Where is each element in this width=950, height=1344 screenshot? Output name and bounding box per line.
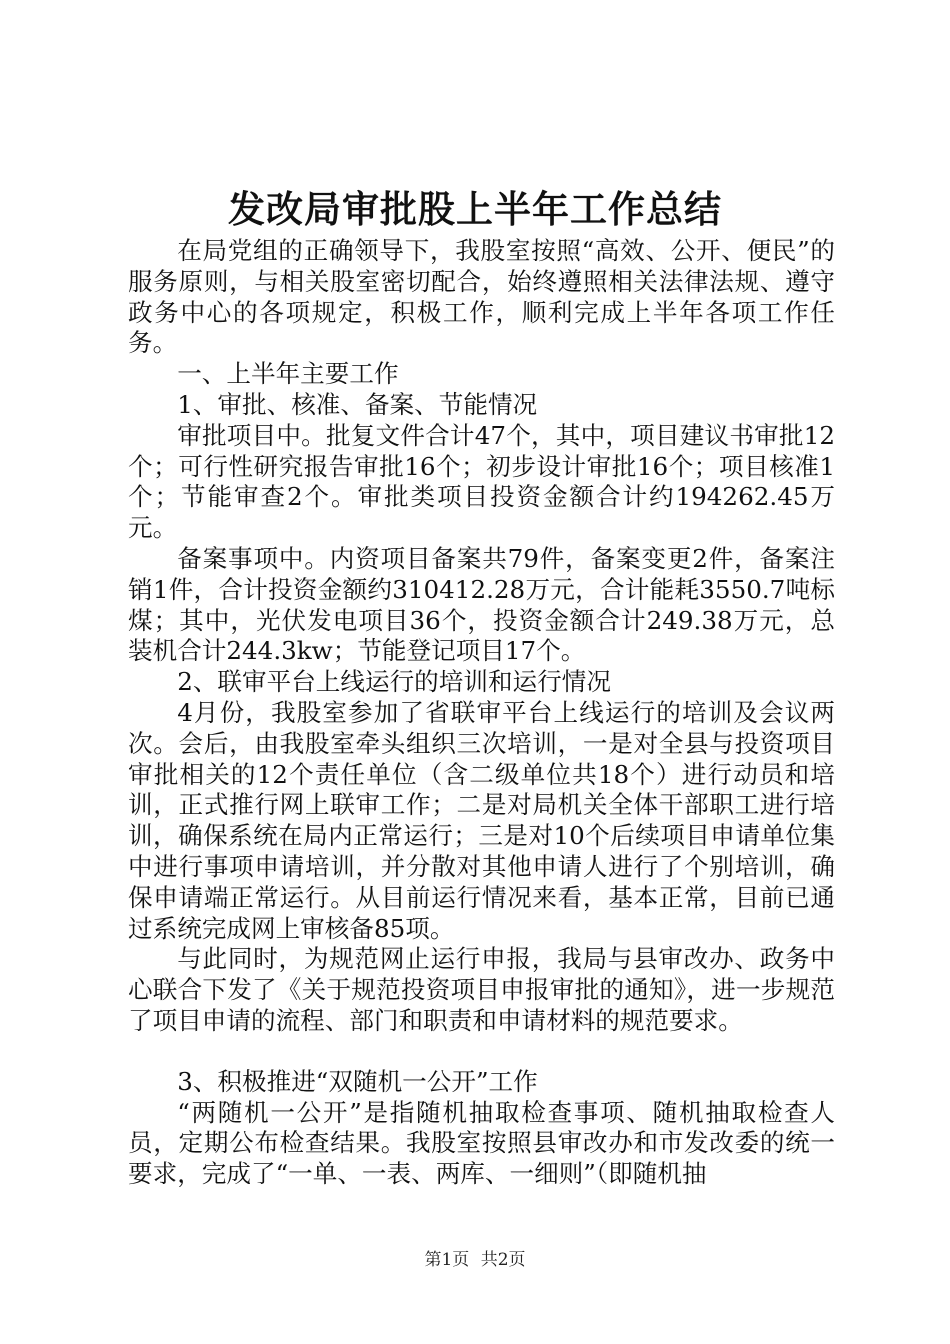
page-footer — [0, 1245, 950, 1270]
paragraph-notice: 与此同时，为规范网止运行申报，我局与县审改办、政务中心联合下发了《关于规范投资项目申报审批的通知》，进一步规范了项目申请的流程、部门和职责和申请材料的规范要求。 — [128, 944, 835, 1035]
paragraph-double-random: “两随机一公开”是指随机抽取检查事项、随机抽取检查人员，定期公布检查结果。我股室按照县审改办和市发改委的统一要求，完成了“一单、一表、两库、一细则”（即随机抽 — [128, 1097, 835, 1189]
subsection-heading-2: 2、联审平台上线运行的培训和运行情况 — [177, 667, 611, 697]
section-heading-1: 一、上半年主要工作 — [177, 359, 399, 389]
document-title: 发改局审批股上半年工作总结 — [228, 187, 722, 231]
page-total: 共2页 — [480, 1250, 526, 1270]
paragraph-training: 4月份，我股室参加了省联审平台上线运行的培训及会议两次。会后，由我股室牵头组织三次培训，一是对全县与投资项目审批相关的12个责任单位（含二级单位共18个）进行动员和培训，正式推行网上联审工作；二是对局机关全体干部职工进行培训，确保系统在局内正常运行；三是对10个后续项目申请单位集中进行事项申请培训，并分散对其他申请人进行了个别培训，确保申请端正常运行。从目前运行情况来看，基本正常，目前已通过系统完成网上审核备85项。 — [128, 697, 835, 943]
paragraph-approval: 审批项目中。批复文件合计47个，其中，项目建议书审批12个；可行性研究报告审批16个；初步设计审批16个；项目核准1个；节能审查2个。审批类项目投资金额合计约194262.45万元。 — [128, 420, 835, 543]
subsection-heading-3: 3、积极推进“双随机一公开”工作 — [177, 1066, 538, 1096]
paragraph-filing: 备案事项中。内资项目备案共79件，备案变更2件，备案注销1件，合计投资金额约310412.28万元，合计能耗3550.7吨标煤；其中，光伏发电项目36个，投资金额合计249.38万元，总装机合计244.3kw；节能登记项目17个。 — [128, 543, 835, 666]
document-body — [128, 236, 835, 1190]
subsection-heading-1: 1、审批、核准、备案、节能情况 — [177, 389, 538, 419]
page-number: 第1页 — [424, 1250, 470, 1270]
paragraph-intro: 在局党组的正确领导下，我股室按照“高效、公开、便民”的服务原则，与相关股室密切配合，始终遵照相关法律法规、遵守政务中心的各项规定，积极工作，顺利完成上半年各项工作任务。 — [128, 236, 835, 358]
